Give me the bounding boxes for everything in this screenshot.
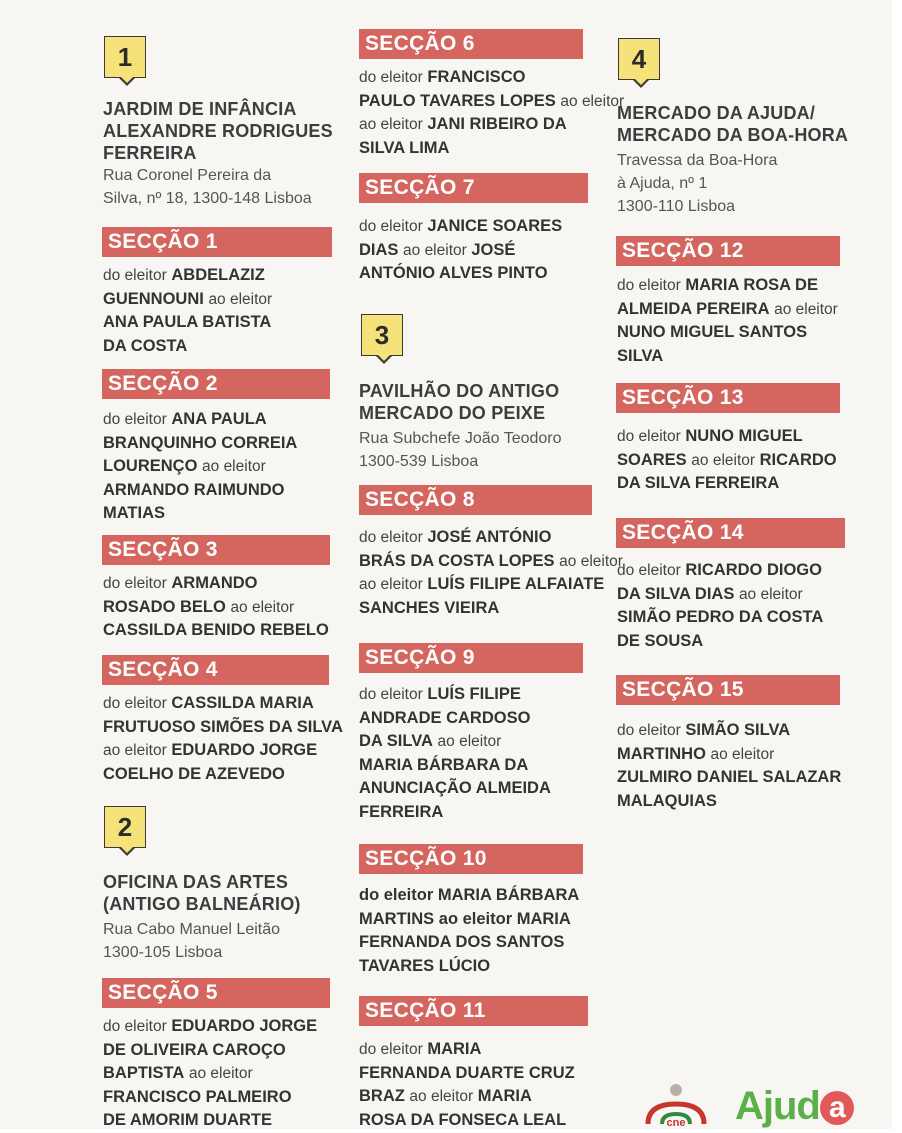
location-4-address: Travessa da Boa-Hora à Ajuda, nº 1 1300-110 Lisboa <box>617 152 778 215</box>
right-edge <box>892 0 902 1129</box>
section-1-header: SECÇÃO 1 <box>102 227 332 257</box>
section-6-header: SECÇÃO 6 <box>359 29 583 59</box>
location-1-name: JARDIM DE INFÂNCIA ALEXANDRE RODRIGUES FERREIRA <box>103 99 333 163</box>
section-14-header: SECÇÃO 14 <box>616 518 845 548</box>
cne-logo-text: cne <box>666 1117 686 1129</box>
location-4-badge <box>618 38 660 80</box>
section-13-header: SECÇÃO 13 <box>616 383 840 413</box>
location-1-address: Rua Coronel Pereira da Silva, nº 18, 1300-148 Lisboa <box>103 167 312 207</box>
section-15-voters: do eleitor SIMÃO SILVA MARTINHO ao eleitor ZULMIRO DANIEL SALAZAR MALAQUIAS <box>617 721 842 810</box>
location-4-name: MERCADO DA AJUDA/ MERCADO DA BOA-HORA <box>617 103 849 145</box>
section-4-voters: do eleitor CASSILDA MARIA FRUTUOSO SIMÕES DA SILVA ao eleitor EDUARDO JORGE COELHO DE AZEVEDO <box>103 694 343 783</box>
section-11-voters: do eleitor MARIA FERNANDA DUARTE CRUZ BRAZ ao eleitor MARIA ROSA DA FONSECA LEAL <box>359 1040 575 1129</box>
location-3-badge <box>361 314 403 356</box>
location-2-number: 2 <box>117 811 133 842</box>
section-4-header: SECÇÃO 4 <box>102 655 329 685</box>
location-3-name: PAVILHÃO DO ANTIGO MERCADO DO PEIXE <box>359 381 560 423</box>
section-6-voters: do eleitor FRANCISCO PAULO TAVARES LOPES ao eleitor ao eleitor JANI RIBEIRO DA SILVA LIMA <box>359 68 625 157</box>
section-13-voters: do eleitor NUNO MIGUEL SOARES ao eleitor RICARDO DA SILVA FERREIRA <box>617 427 837 492</box>
section-11-header: SECÇÃO 11 <box>359 996 588 1026</box>
section-3-voters: do eleitor ARMANDO ROSADO BELO ao eleitor CASSILDA BENIDO REBELO <box>103 574 329 639</box>
location-3-number: 3 <box>374 319 390 350</box>
cne-logo <box>638 1080 714 1129</box>
section-2-voters: do eleitor ANA PAULA BRANQUINHO CORREIA LOURENÇO ao eleitor ARMANDO RAIMUNDO MATIAS <box>103 410 298 522</box>
ajuda-logo: Ajud a <box>735 1084 854 1129</box>
section-12-voters: do eleitor MARIA ROSA DE ALMEIDA PEREIRA ao eleitor NUNO MIGUEL SANTOS SILVA <box>617 276 838 365</box>
section-5-voters: do eleitor EDUARDO JORGE DE OLIVEIRA CAROÇO BAPTISTA ao eleitor FRANCISCO PALMEIRO DE AMORIM DUARTE <box>103 1017 318 1129</box>
section-12-header: SECÇÃO 12 <box>616 236 840 266</box>
section-14-voters: do eleitor RICARDO DIOGO DA SILVA DIAS ao eleitor SIMÃO PEDRO DA COSTA DE SOUSA <box>617 561 824 650</box>
section-2-header: SECÇÃO 2 <box>102 369 330 399</box>
location-2-name: OFICINA DAS ARTES (ANTIGO BALNEÁRIO) <box>103 872 301 914</box>
location-1-number: 1 <box>117 41 133 72</box>
location-4-number: 4 <box>631 43 647 74</box>
section-1-voters: do eleitor ABDELAZIZ GUENNOUNI ao eleitor ANA PAULA BATISTA DA COSTA <box>103 266 273 355</box>
section-10-voters: do eleitor MARIA BÁRBARA MARTINS ao eleitor MARIA FERNANDA DOS SANTOS TAVARES LÚCIO <box>359 886 580 975</box>
section-10-header: SECÇÃO 10 <box>359 844 583 874</box>
location-2-badge <box>104 806 146 848</box>
section-7-header: SECÇÃO 7 <box>359 173 588 203</box>
section-9-voters: do eleitor LUÍS FILIPE ANDRADE CARDOSO DA SILVA ao eleitor MARIA BÁRBARA DA ANUNCIAÇÃO ALMEIDA FERREIRA <box>359 685 551 821</box>
section-3-header: SECÇÃO 3 <box>102 535 330 565</box>
section-5-header: SECÇÃO 5 <box>102 978 330 1008</box>
section-8-header: SECÇÃO 8 <box>359 485 592 515</box>
location-1-badge <box>104 36 146 78</box>
section-9-header: SECÇÃO 9 <box>359 643 583 673</box>
location-2-address: Rua Cabo Manuel Leitão 1300-105 Lisboa <box>103 921 281 961</box>
section-7-voters: do eleitor JANICE SOARES DIAS ao eleitor JOSÉ ANTÓNIO ALVES PINTO <box>359 217 563 282</box>
section-8-voters: do eleitor JOSÉ ANTÓNIO BRÁS DA COSTA LOPES ao eleitor ao eleitor LUÍS FILIPE ALFAIATE SANCHES VIEIRA <box>359 528 623 617</box>
location-3-address: Rua Subchefe João Teodoro 1300-539 Lisboa <box>359 430 562 470</box>
section-15-header: SECÇÃO 15 <box>616 675 840 705</box>
